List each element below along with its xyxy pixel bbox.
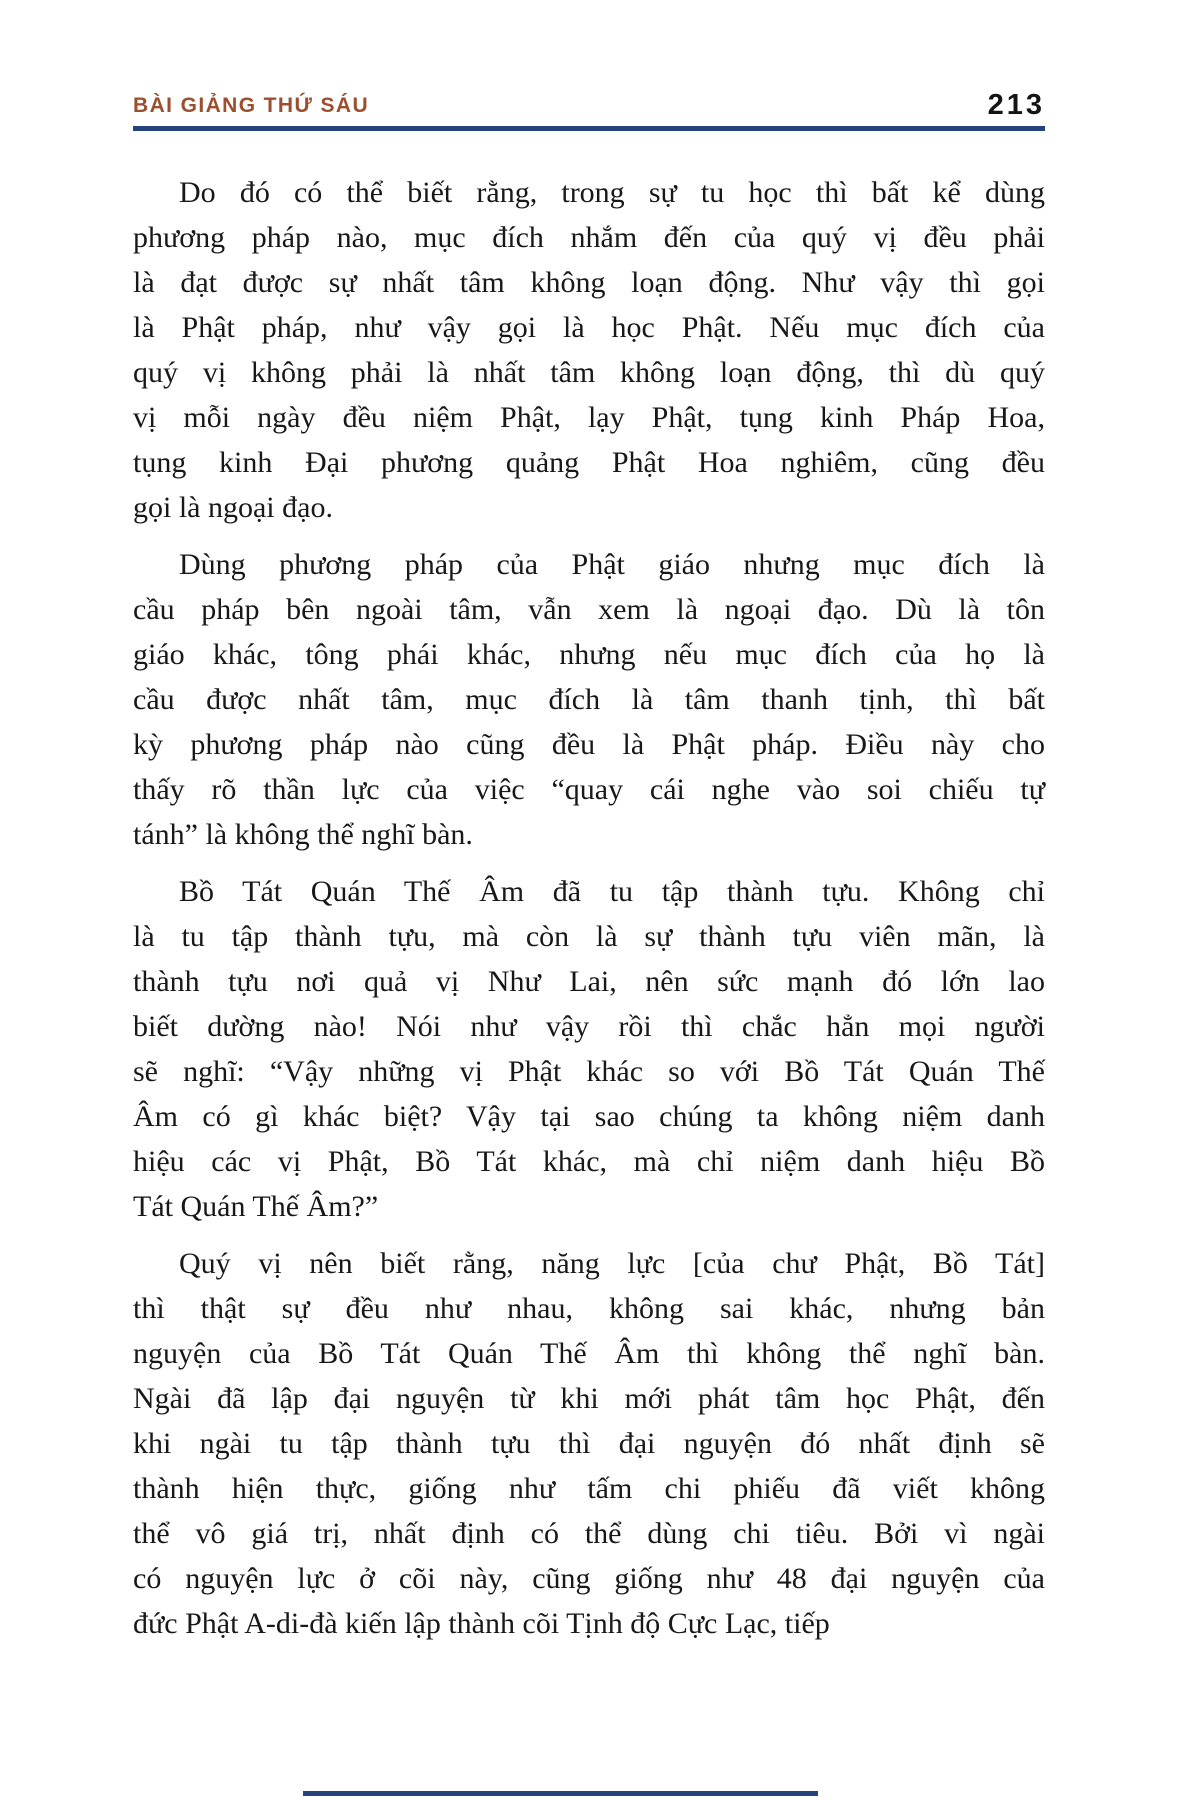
- page-body: [133, 170, 1045, 1646]
- text-line: vị mỗi ngày đều niệm Phật, lạy Phật, tụng kinh Pháp Hoa,: [133, 401, 1045, 434]
- text-line: gọi là ngoại đạo.: [133, 491, 333, 524]
- text-line: có nguyện lực ở cõi này, cũng giống như 48 đại nguyện của: [133, 1562, 1045, 1595]
- paragraph: [133, 1241, 1045, 1646]
- text-line: Dùng phương pháp của Phật giáo nhưng mục đích là: [179, 548, 1045, 581]
- text-line: Do đó có thể biết rằng, trong sự tu học thì bất kể dùng: [179, 176, 1045, 209]
- text-line: là Phật pháp, như vậy gọi là học Phật. Nếu mục đích của: [133, 311, 1045, 344]
- text-line: đức Phật A-di-đà kiến lập thành cõi Tịnh độ Cực Lạc, tiếp: [133, 1607, 830, 1640]
- text-line: khi ngài tu tập thành tựu thì đại nguyện đó nhất định sẽ: [133, 1427, 1045, 1460]
- page-header: [133, 78, 1045, 122]
- text-line: tánh” là không thể nghĩ bàn.: [133, 818, 473, 851]
- text-line: quý vị không phải là nhất tâm không loạn động, thì dù quý: [133, 356, 1045, 389]
- text-line: thì thật sự đều như nhau, không sai khác, nhưng bản: [133, 1292, 1045, 1325]
- text-line: cầu pháp bên ngoài tâm, vẫn xem là ngoại đạo. Dù là tôn: [133, 593, 1045, 626]
- text-line: Bồ Tát Quán Thế Âm đã tu tập thành tựu. Không chỉ: [179, 875, 1045, 908]
- text-line: thành hiện thực, giống như tấm chi phiếu đã viết không: [133, 1472, 1045, 1505]
- footer-rule: [303, 1791, 818, 1796]
- text-line: giáo khác, tông phái khác, nhưng nếu mục đích của họ là: [133, 638, 1045, 671]
- text-line: tụng kinh Đại phương quảng Phật Hoa nghiêm, cũng đều: [133, 446, 1045, 479]
- text-line: thấy rõ thần lực của việc “quay cái nghe vào soi chiếu tự: [133, 773, 1045, 806]
- text-line: kỳ phương pháp nào cũng đều là Phật pháp. Điều này cho: [133, 728, 1045, 761]
- text-line: biết dường nào! Nói như vậy rồi thì chắc hẳn mọi người: [133, 1010, 1045, 1043]
- paragraph: [133, 542, 1045, 857]
- text-line: thành tựu nơi quả vị Như Lai, nên sức mạnh đó lớn lao: [133, 965, 1045, 998]
- text-line: Tát Quán Thế Âm?”: [133, 1190, 379, 1223]
- text-line: Quý vị nên biết rằng, năng lực [của chư Phật, Bồ Tát]: [179, 1247, 1045, 1280]
- paragraph: [133, 869, 1045, 1229]
- text-line: sẽ nghĩ: “Vậy những vị Phật khác so với Bồ Tát Quán Thế: [133, 1055, 1045, 1088]
- paragraph: [133, 170, 1045, 530]
- text-line: Ngài đã lập đại nguyện từ khi mới phát tâm học Phật, đến: [133, 1382, 1045, 1415]
- text-line: cầu được nhất tâm, mục đích là tâm thanh tịnh, thì bất: [133, 683, 1045, 716]
- text-line: Âm có gì khác biệt? Vậy tại sao chúng ta không niệm danh: [133, 1100, 1045, 1133]
- page-number: 213: [987, 89, 1045, 121]
- running-title: BÀI GIẢNG THỨ SÁU: [133, 94, 370, 117]
- text-line: là tu tập thành tựu, mà còn là sự thành tựu viên mãn, là: [133, 920, 1045, 953]
- text-line: phương pháp nào, mục đích nhắm đến của quý vị đều phải: [133, 221, 1045, 254]
- text-line: là đạt được sự nhất tâm không loạn động. Như vậy thì gọi: [133, 266, 1045, 299]
- text-line: nguyện của Bồ Tát Quán Thế Âm thì không thể nghĩ bàn.: [133, 1337, 1045, 1370]
- header-rule: [133, 126, 1045, 131]
- text-line: thể vô giá trị, nhất định có thể dùng chi tiêu. Bởi vì ngài: [133, 1517, 1045, 1550]
- text-line: hiệu các vị Phật, Bồ Tát khác, mà chỉ niệm danh hiệu Bồ: [133, 1145, 1045, 1178]
